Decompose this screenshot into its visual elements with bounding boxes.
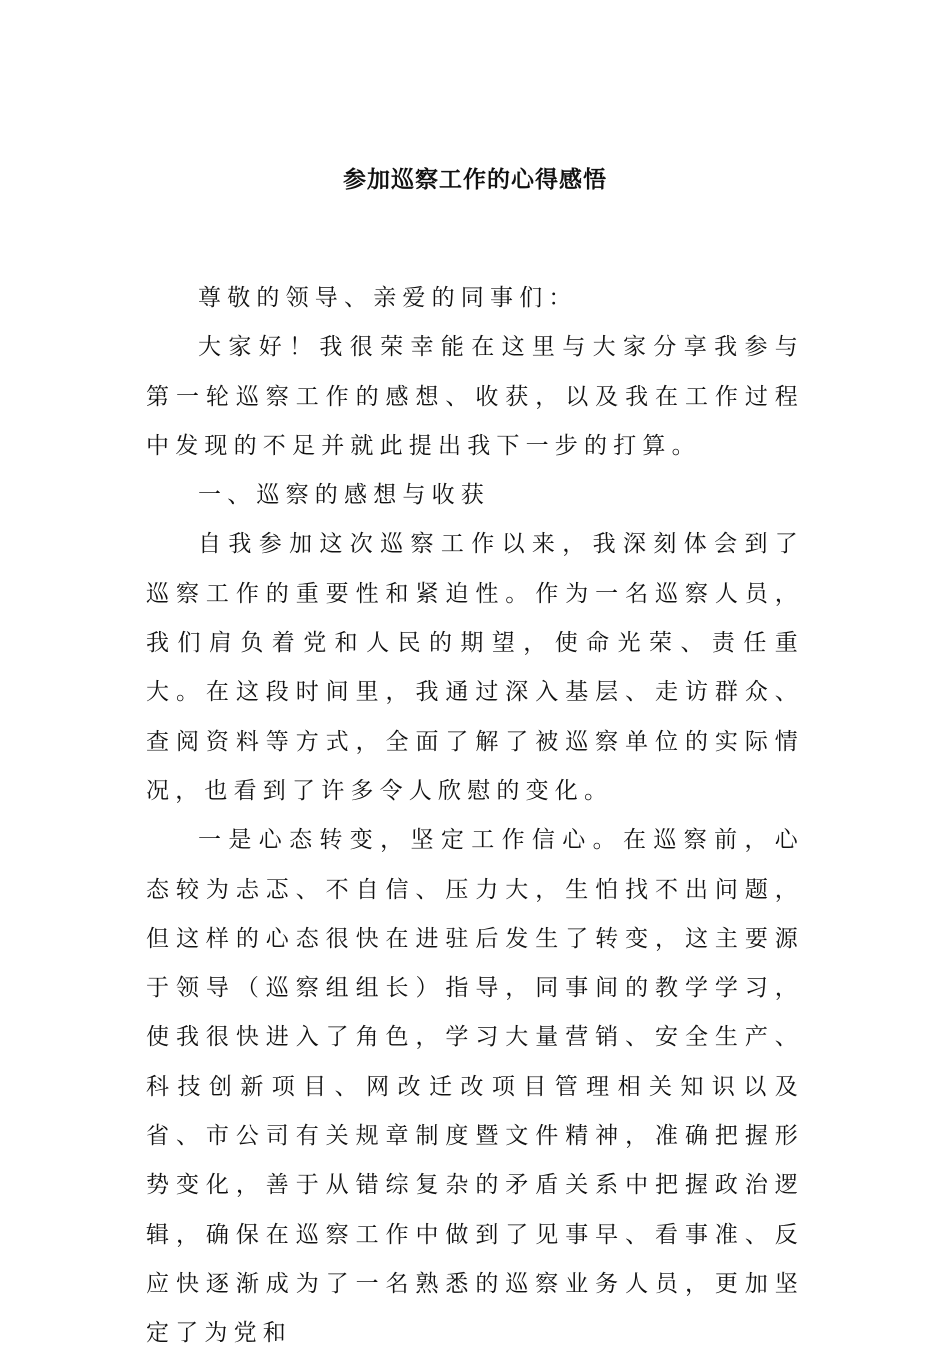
paragraph-greeting: 大家好！我很荣幸能在这里与大家分享我参与第一轮巡察工作的感想、收获，以及我在工作过程中发现的不足并就此提出我下一步的打算。 [146,334,804,459]
document-title: 参加巡察工作的心得感悟 [343,166,607,193]
paragraph-mindset: 一是心态转变，坚定工作信心。在巡察前，心态较为忐忑、不自信、压力大，生怕找不出问题，但这样的心态很快在进驻后发生了转变，这主要源于领导（巡察组组长）指导，同事间的教学学习，使我很快进入了角色，学习大量营销、安全生产、科技创新项目、网改迁改项目管理相关知识以及省、市公司有关规章制度暨文件精神，准确把握形势变化，善于从错综复杂的矛盾关系中把握政治逻辑，确保在巡察工作中做到了见事早、看事准、反应快逐渐成为了一名熟悉的巡察业务人员，更加坚定了为党和 [146,827,804,1347]
document-body [146,274,804,1359]
section-heading-1: 一、巡察的感想与收获 [198,482,490,509]
paragraph-salutation: 尊敬的领导、亲爱的同事们： [198,285,578,311]
paragraph-experience: 自我参加这次巡察工作以来，我深刻体会到了巡察工作的重要性和紧迫性。作为一名巡察人员，我们肩负着党和人民的期望，使命光荣、责任重大。在这段时间里，我通过深入基层、走访群众、查阅资料等方式，全面了解了被巡察单位的实际情况，也看到了许多令人欣慰的变化。 [146,531,804,804]
